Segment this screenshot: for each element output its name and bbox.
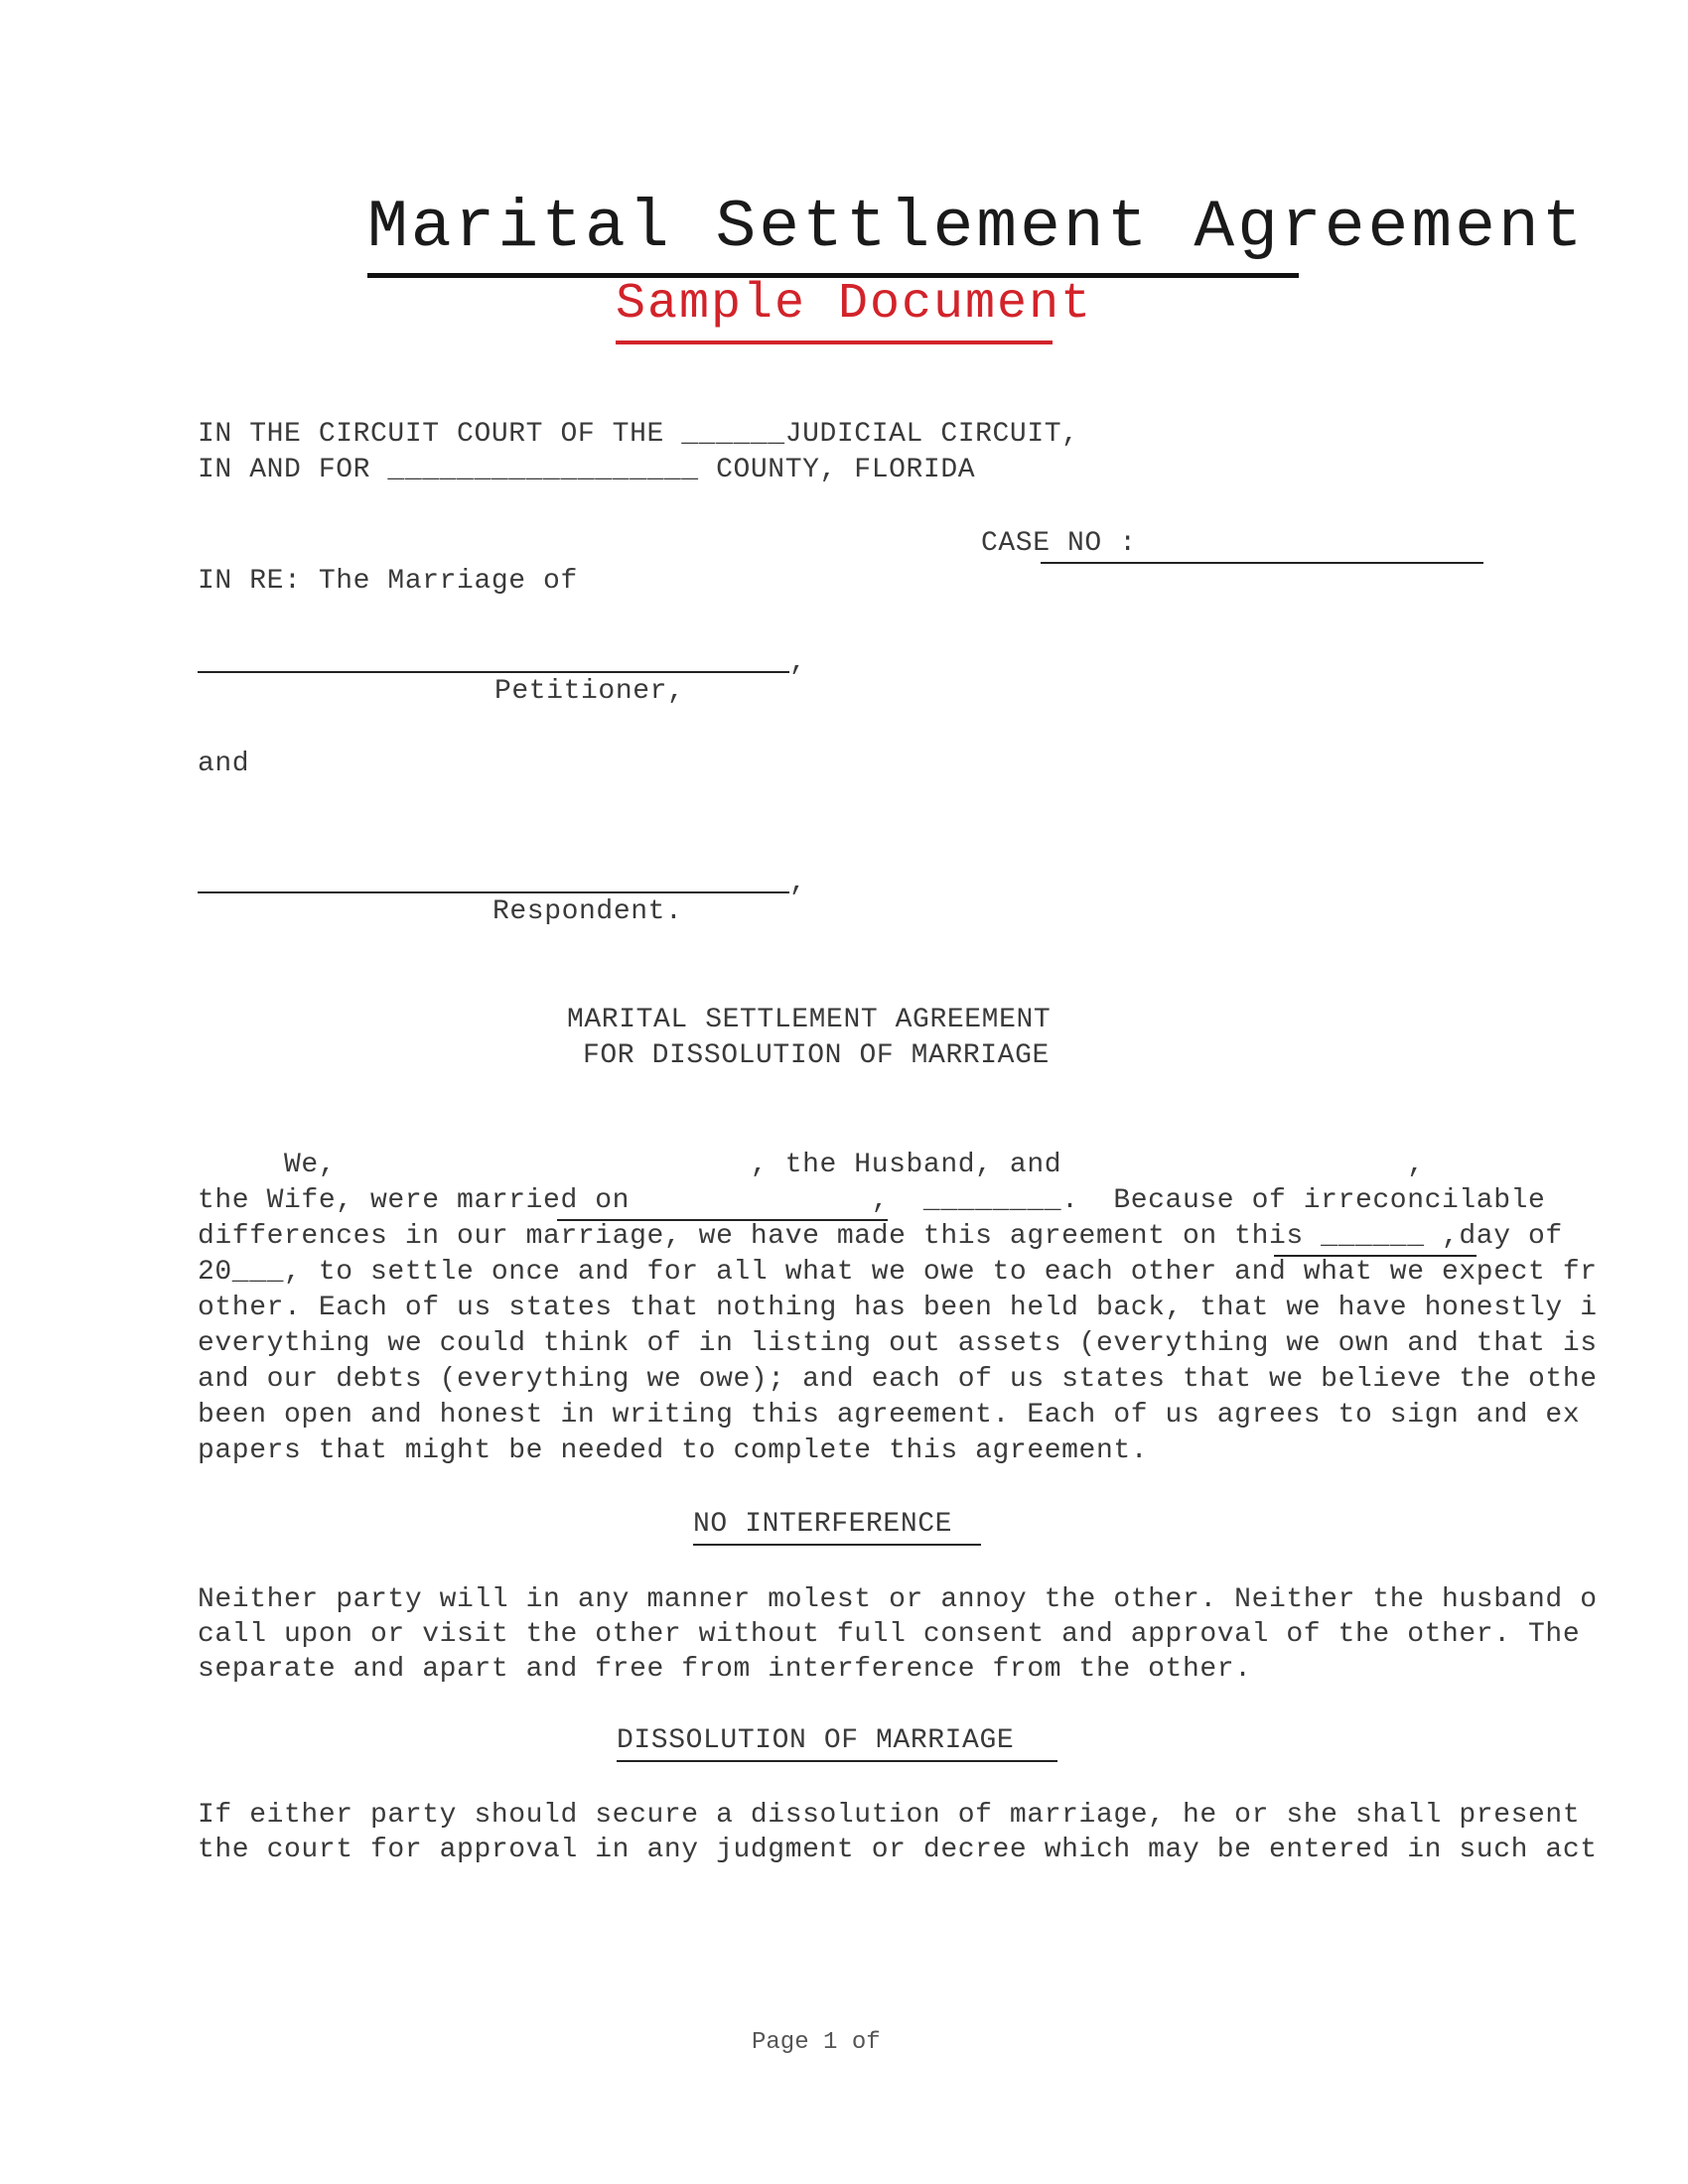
section-heading-underline xyxy=(693,1544,981,1546)
intro-line-2: the Wife, were married on , ________. Because of irreconcilable xyxy=(198,1185,1546,1216)
intro-line-6: everything we could think of in listing out assets (everything we own and that is xyxy=(198,1328,1598,1359)
respondent-comma: , xyxy=(789,868,807,898)
dissolution-line-1: If either party should secure a dissolution of marriage, he or she shall present xyxy=(198,1800,1581,1831)
in-re-line: IN RE: The Marriage of xyxy=(198,566,578,597)
respondent-label: Respondent. xyxy=(492,896,683,927)
section-heading-dissolution: DISSOLUTION OF MARRIAGE xyxy=(617,1725,1015,1756)
intro-line-9: papers that might be needed to complete this agreement. xyxy=(198,1435,1149,1466)
court-line-2: IN AND FOR __________________ COUNTY, FLORIDA xyxy=(198,455,976,485)
petitioner-comma: , xyxy=(789,647,807,678)
no-interference-line-2: call upon or visit the other without full consent and approval of the other. The xyxy=(198,1619,1581,1650)
case-no-field[interactable] xyxy=(1041,562,1483,564)
document-title: Marital Settlement Agreement xyxy=(367,190,1586,266)
agreement-heading-line-2: FOR DISSOLUTION OF MARRIAGE xyxy=(583,1040,1050,1071)
intro-line-8: been open and honest in writing this agreement. Each of us agrees to sign and ex xyxy=(198,1400,1581,1431)
subtitle-underline xyxy=(616,341,1053,344)
and-label: and xyxy=(198,749,250,779)
intro-line-1: We, , the Husband, and , xyxy=(198,1150,1425,1180)
section-heading-no-interference: NO INTERFERENCE xyxy=(693,1509,953,1540)
petitioner-label: Petitioner, xyxy=(494,676,685,707)
agreement-heading-line-1: MARITAL SETTLEMENT AGREEMENT xyxy=(567,1005,1052,1035)
intro-line-7: and our debts (everything we owe); and each of us states that we believe the othe xyxy=(198,1364,1598,1395)
case-no-label: CASE NO : xyxy=(981,528,1137,559)
page-number: Page 1 of xyxy=(752,2029,881,2056)
intro-line-3: differences in our marriage, we have made this agreement on this ______ ,day of xyxy=(198,1221,1563,1252)
no-interference-line-1: Neither party will in any manner molest or annoy the other. Neither the husband o xyxy=(198,1584,1598,1615)
document-subtitle: Sample Document xyxy=(616,276,1093,333)
petitioner-name-field[interactable] xyxy=(198,671,789,673)
court-line-1: IN THE CIRCUIT COURT OF THE ______JUDICIAL CIRCUIT, xyxy=(198,419,1079,450)
intro-line-4: 20___, to settle once and for all what we owe to each other and what we expect fr xyxy=(198,1257,1598,1288)
intro-line-5: other. Each of us states that nothing has been held back, that we have honestly i xyxy=(198,1293,1598,1323)
section-heading-underline xyxy=(617,1760,1057,1762)
respondent-name-field[interactable] xyxy=(198,891,789,893)
no-interference-line-3: separate and apart and free from interference from the other. xyxy=(198,1654,1252,1685)
dissolution-line-2: the court for approval in any judgment or decree which may be entered in such act xyxy=(198,1835,1598,1865)
